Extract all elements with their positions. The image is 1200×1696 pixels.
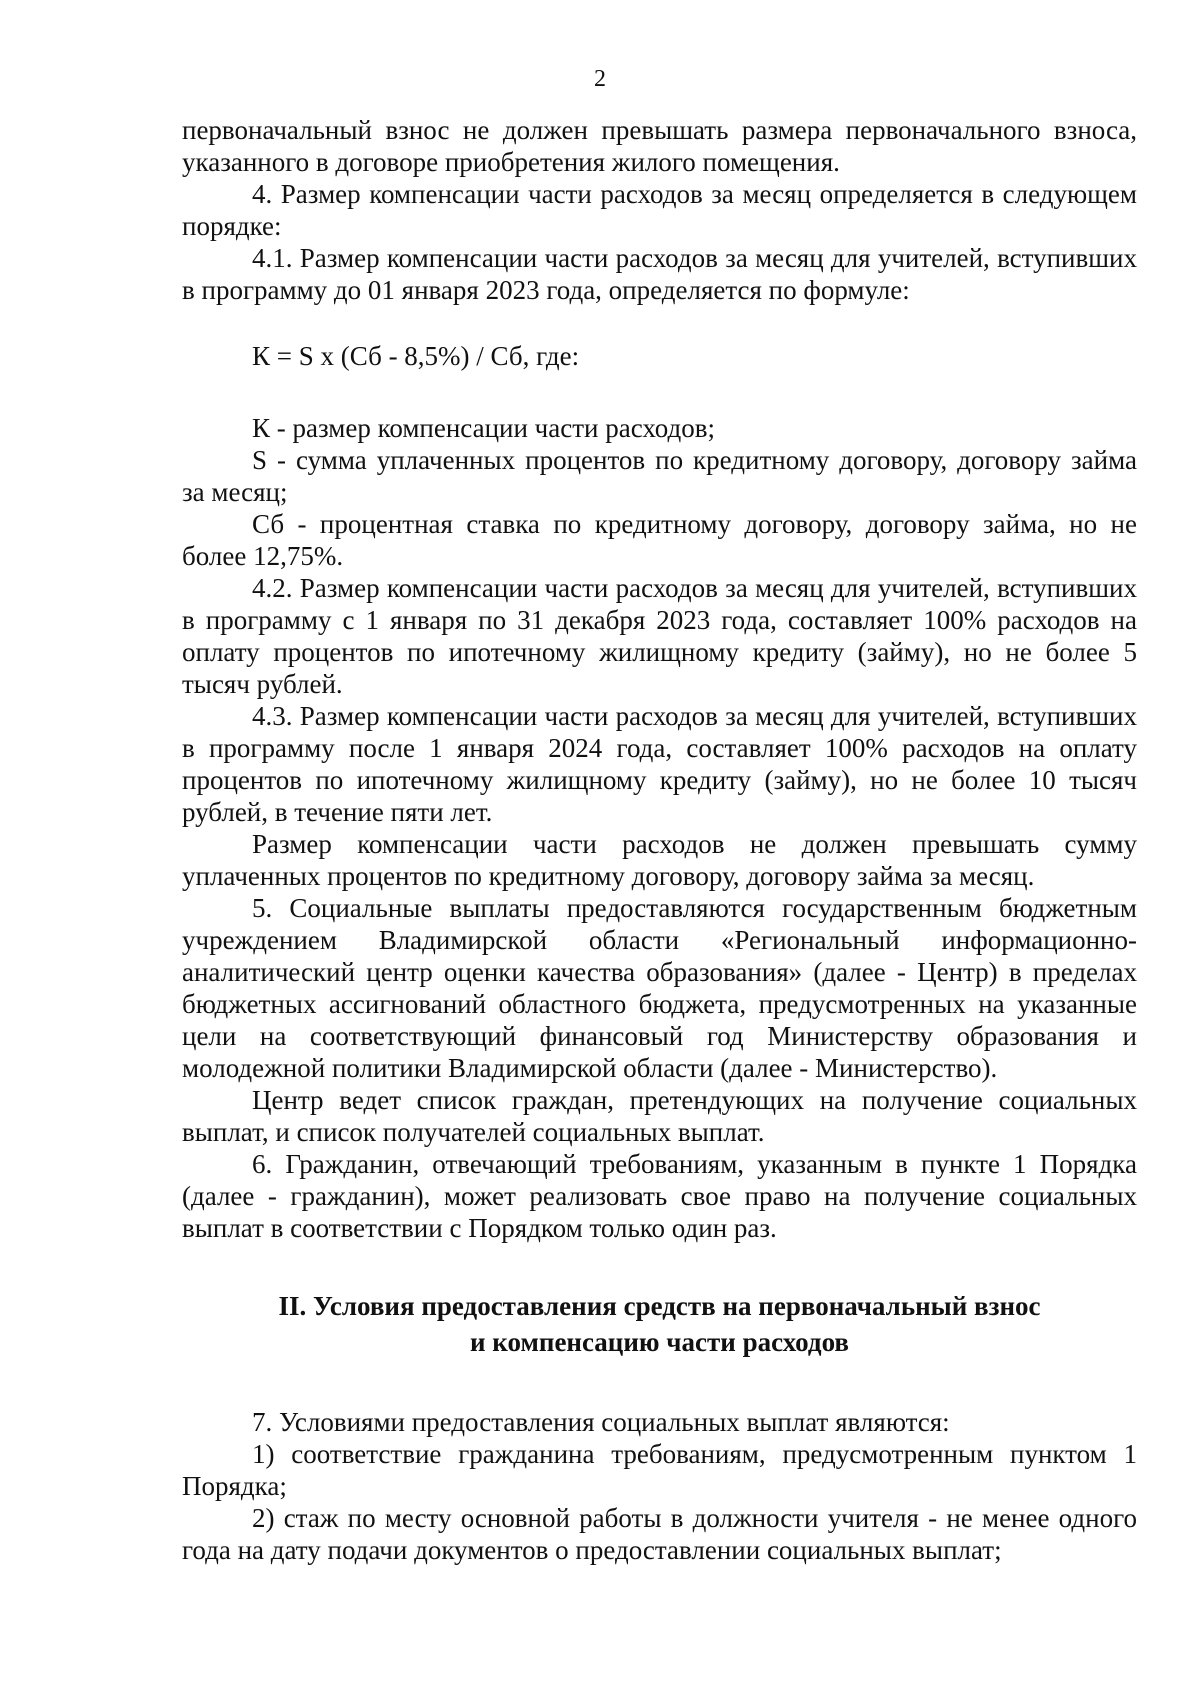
paragraph: 4.2. Размер компенсации части расходов за месяц для учителей, вступивших в программу с 1 января по 31 декабря 2023 года, составляет 100% расходов на оплату процентов по ипотечному жилищному кредиту (займу), но не более 5 тысяч рублей. (182, 573, 1137, 699)
paragraph: Размер компенсации части расходов не должен превышать сумму уплаченных процентов по кредитному договору, договору займа за месяц. (182, 829, 1137, 891)
paragraph: 1) соответствие гражданина требованиям, предусмотренным пунктом 1 Порядка; (182, 1439, 1137, 1501)
document-body (182, 114, 1137, 1566)
formula: К = S х (Сб - 8,5%) / Сб, где: (252, 341, 580, 371)
paragraph: 4.3. Размер компенсации части расходов за месяц для учителей, вступивших в программу после 1 января 2024 года, составляет 100% расходов на оплату процентов по ипотечному жилищному кредиту (займу), но не более 10 тысяч рублей, в течение пяти лет. (182, 701, 1137, 827)
paragraph: 6. Гражданин, отвечающий требованиям, указанным в пункте 1 Порядка (далее - гражданин), может реализовать свое право на получение социальных выплат в соответствии с Порядком только один раз. (182, 1149, 1137, 1243)
page-number: 2 (594, 66, 606, 92)
paragraph: К - размер компенсации части расходов; (252, 413, 716, 443)
paragraph: S - сумма уплаченных процентов по кредитному договору, договору займа за месяц; (182, 445, 1137, 507)
paragraph: 5. Социальные выплаты предоставляются государственным бюджетным учреждением Владимирской области «Региональный информационно-аналитический центр оценки качества образования» (далее - Центр) в пределах бюджетных ассигнований областного бюджета, предусмотренных на указанные цели на соответствующий финансовый год Министерству образования и молодежной политики Владимирской области (далее - Министерство). (182, 893, 1137, 1083)
paragraph: Сб - процентная ставка по кредитному договору, договору займа, но не более 12,75%. (182, 509, 1137, 571)
section-heading-line: и компенсацию части расходов (470, 1327, 849, 1357)
paragraph: 4.1. Размер компенсации части расходов за месяц для учителей, вступивших в программу до 01 января 2023 года, определяется по формуле: (182, 243, 1137, 305)
paragraph: 4. Размер компенсации части расходов за месяц определяется в следующем порядке: (182, 179, 1137, 241)
paragraph: 2) стаж по месту основной работы в должности учителя - не менее одного года на дату подачи документов о предоставлении социальных выплат; (182, 1503, 1137, 1565)
section-heading (182, 1288, 1137, 1360)
paragraph: 7. Условиями предоставления социальных выплат являются: (252, 1407, 950, 1437)
paragraph: Центр ведет список граждан, претендующих на получение социальных выплат, и список получателей социальных выплат. (182, 1085, 1137, 1147)
section-heading-line: II. Условия предоставления средств на первоначальный взнос (278, 1291, 1041, 1321)
paragraph: первоначальный взнос не должен превышать размера первоначального взноса, указанного в договоре приобретения жилого помещения. (182, 115, 1137, 177)
